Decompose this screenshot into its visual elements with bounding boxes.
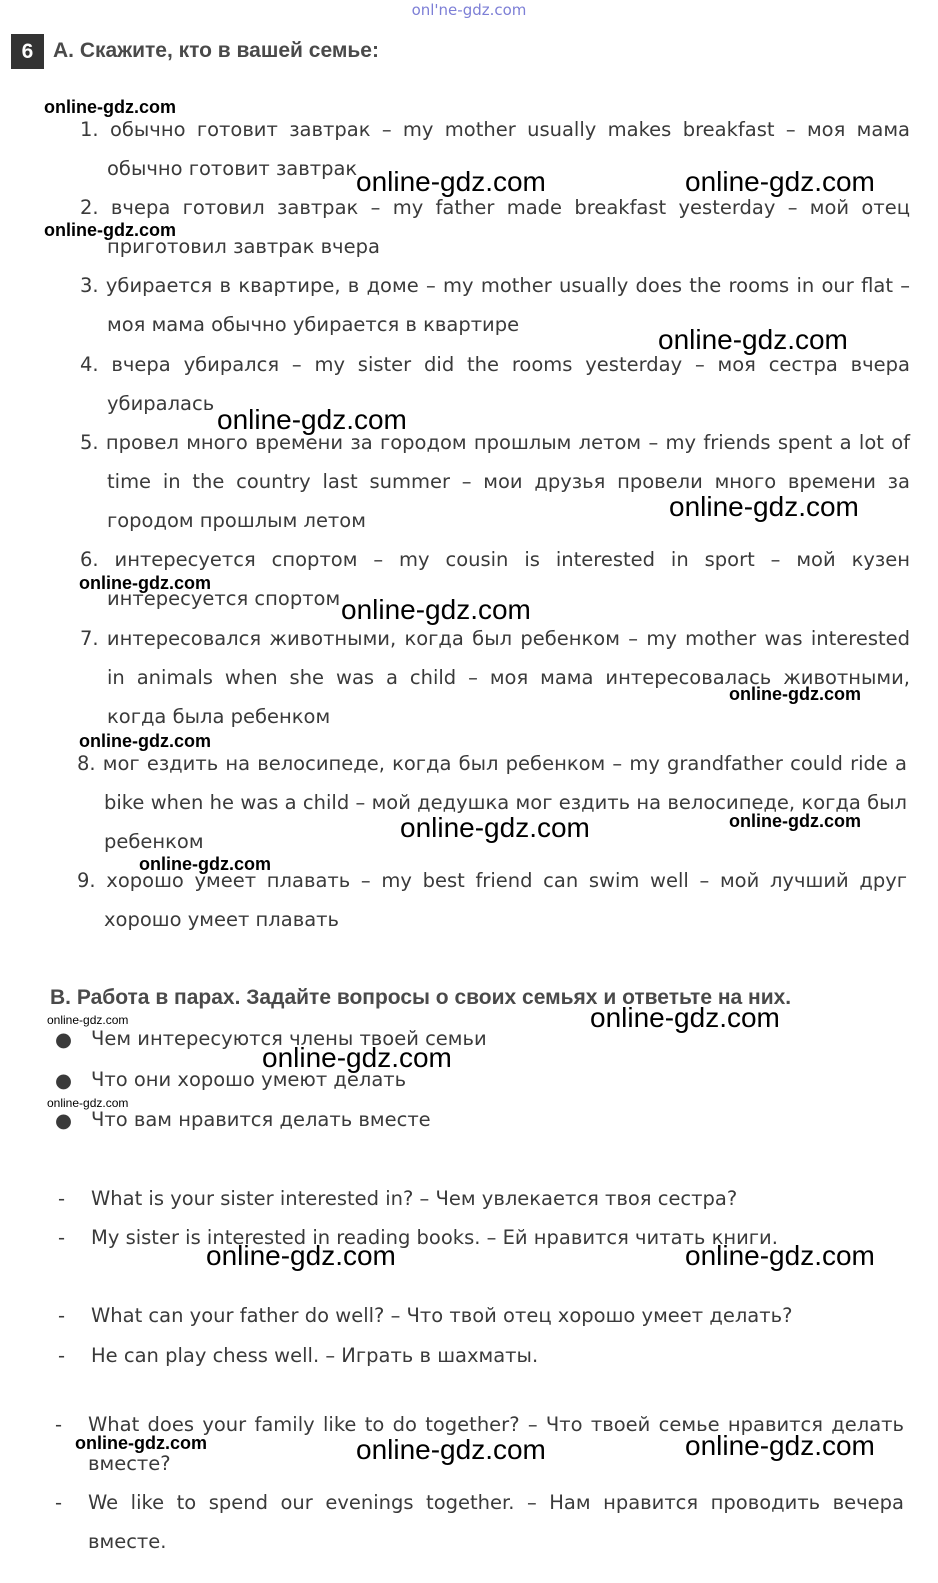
watermark: online-gdz.com bbox=[79, 731, 211, 751]
dash-marker: - bbox=[58, 1344, 66, 1367]
section-a-heading: A. Скажите, кто в вашей семье: bbox=[53, 39, 379, 62]
item-line: 7. интересовался животными, когда был ребенком – my mother was interested bbox=[80, 627, 910, 650]
dash-marker: - bbox=[55, 1491, 63, 1514]
item-line: моя мама обычно убирается в квартире bbox=[107, 313, 520, 336]
watermark: online-gdz.com bbox=[341, 594, 531, 625]
watermark: online-gdz.com bbox=[47, 1096, 129, 1110]
watermark: online-gdz.com bbox=[79, 573, 211, 593]
item-line: time in the country last summer – мои друзья провели много времени за bbox=[107, 470, 910, 493]
item-line: 3. убирается в квартире, в доме – my mother usually does the rooms in our flat – bbox=[80, 274, 910, 297]
list-item bbox=[80, 188, 910, 266]
item-line: приготовил завтрак вчера bbox=[107, 235, 380, 258]
dialogue-line: He can play chess well. – Играть в шахматы. bbox=[91, 1344, 539, 1367]
item-line: 2. вчера готовил завтрак – my father made breakfast yesterday – мой отец bbox=[80, 196, 910, 219]
watermark: online-gdz.com bbox=[685, 1240, 875, 1271]
item-line: хорошо умеет плавать bbox=[104, 908, 340, 931]
watermark: online-gdz.com bbox=[400, 812, 590, 843]
item-line: 8. мог ездить на велосипеде, когда был ребенком – my grandfather could ride a bbox=[77, 752, 907, 775]
watermark: online-gdz.com bbox=[685, 166, 875, 197]
item-line: 5. провел много времени за городом прошлым летом – my friends spent a lot of bbox=[80, 431, 910, 454]
watermark: online-gdz.com bbox=[262, 1042, 452, 1073]
list-item bbox=[80, 619, 910, 736]
watermark: online-gdz.com bbox=[217, 404, 407, 435]
dialogue-line: What does your family like to do together? – Что твоей семье нравится делать bbox=[88, 1413, 904, 1436]
watermark: online-gdz.com bbox=[75, 1433, 207, 1453]
watermark: online-gdz.com bbox=[729, 684, 861, 704]
dialogue-line: What can your father do well? – Что твой отец хорошо умеет делать? bbox=[91, 1304, 793, 1327]
bullet-item: Чем интересуются члены твоей семьи bbox=[91, 1027, 487, 1050]
bullet-icon: ● bbox=[55, 1109, 73, 1132]
item-line: ребенком bbox=[104, 830, 204, 853]
item-line: убиралась bbox=[107, 392, 215, 415]
site-watermark-top: onl'ne-gdz.com bbox=[411, 1, 527, 19]
dialogue-line: We like to spend our evenings together. – Нам нравится проводить вечера bbox=[88, 1491, 904, 1514]
watermark: online-gdz.com bbox=[658, 324, 848, 355]
bullet-item: Что они хорошо умеют делать bbox=[91, 1068, 407, 1091]
watermark: online-gdz.com bbox=[44, 220, 176, 240]
item-line: обычно готовит завтрак bbox=[107, 157, 358, 180]
item-line: интересуется спортом bbox=[107, 587, 341, 610]
watermark: online-gdz.com bbox=[47, 1013, 129, 1027]
bullet-icon: ● bbox=[55, 1028, 73, 1051]
watermark: online-gdz.com bbox=[669, 491, 859, 522]
bullet-item: Что вам нравится делать вместе bbox=[91, 1108, 431, 1131]
dialogue-line: вместе? bbox=[88, 1452, 171, 1475]
item-line: когда была ребенком bbox=[107, 705, 331, 728]
watermark: online-gdz.com bbox=[590, 1002, 780, 1033]
dialogue-line: My sister is interested in reading books. – Ей нравится читать книги. bbox=[91, 1226, 778, 1249]
watermark: online-gdz.com bbox=[206, 1240, 396, 1271]
watermark: online-gdz.com bbox=[356, 1434, 546, 1465]
dialogue-line: вместе. bbox=[88, 1530, 167, 1553]
dialogue-line: What is your sister interested in? – Чем увлекается твоя сестра? bbox=[91, 1187, 738, 1210]
bullet-icon: ● bbox=[55, 1069, 73, 1092]
item-line: 1. обычно готовит завтрак – my mother usually makes breakfast – моя мама bbox=[80, 118, 910, 141]
watermark: online-gdz.com bbox=[685, 1430, 875, 1461]
item-line: городом прошлым летом bbox=[107, 509, 366, 532]
watermark: online-gdz.com bbox=[139, 854, 271, 874]
dash-marker: - bbox=[58, 1187, 66, 1210]
item-line: 4. вчера убирался – my sister did the rooms yesterday – моя сестра вчера bbox=[80, 353, 910, 376]
watermark: online-gdz.com bbox=[729, 811, 861, 831]
item-line: 6. интересуется спортом – my cousin is interested in sport – мой кузен bbox=[80, 548, 910, 571]
item-line: in animals when she was a child – моя мама интересовалась животными, bbox=[107, 666, 910, 689]
section-b-heading: B. Работа в парах. Задайте вопросы о своих семьях и ответьте на них. bbox=[50, 986, 792, 1009]
list-item bbox=[80, 345, 910, 423]
watermark: online-gdz.com bbox=[44, 97, 176, 117]
dash-marker: - bbox=[58, 1226, 66, 1249]
dash-marker: - bbox=[55, 1413, 63, 1436]
exercise-number: 6 bbox=[11, 34, 44, 69]
watermark: online-gdz.com bbox=[356, 166, 546, 197]
item-line: bike when he was a child – мой дедушка мог ездить на велосипеде, когда был bbox=[104, 791, 907, 814]
dash-marker: - bbox=[58, 1304, 66, 1327]
item-line: 9. хорошо умеет плавать – my best friend can swim well – мой лучший друг bbox=[77, 869, 907, 892]
